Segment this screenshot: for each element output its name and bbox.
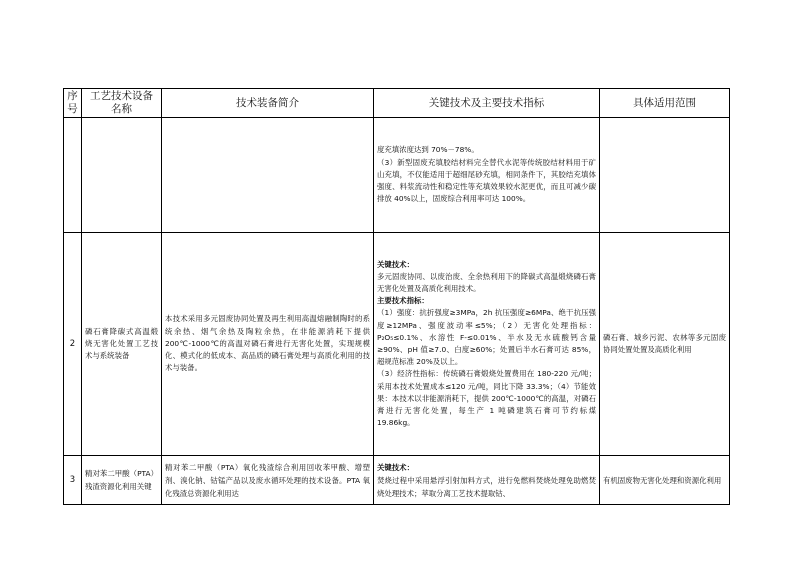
- row2-name: 磷石膏降碳式高温煅烧无害化处置工艺技术与系统装备: [82, 233, 162, 456]
- row1-key-line: 度充填浓度达到 70%－78%。: [377, 145, 479, 155]
- key-tech-text: 焚烧过程中采用悬浮引射加料方式，进行免燃料焚烧处理免助燃焚烧处理技术；萃取分离工艺技术提取钴、: [377, 475, 596, 498]
- row2-intro: 本技术采用多元固废协同处置及再生利用高温熔融制陶时的系统余热、烟气余热及陶粒余热，在非能源消耗下提供 200℃-1000℃的高温对磷石膏进行无害化处置，实现规模化、模式化的低成本、高品质的磷石膏处理与高质化利用的技术与装备。: [162, 233, 374, 456]
- key-indicator-title: 主要技术指标：: [377, 296, 429, 306]
- row1-intro: [162, 118, 374, 233]
- header-intro: 技术装备简介: [162, 89, 374, 118]
- key-indicator-text: （3）经济性指标：传统磷石膏煅烧处置费用在 180-220 元/吨；采用本技术处置成本≤120 元/吨，同比下降 33.3%；（4）节能效果：本技术以非能源消耗下，提供 200℃-1000℃的高温，对磷石膏进行无害化处置，每生产 1 吨磷建筑石膏可节约标煤 19.86kg。: [377, 369, 596, 428]
- key-tech-text: 多元固废协同、以废治废、全余热利用下的降碳式高温煅烧磷石膏无害化处置及高质化利用技术。: [377, 271, 596, 293]
- table-row: [64, 456, 730, 505]
- row1-index: [64, 118, 82, 233]
- key-tech-title: 关键技术：: [377, 462, 414, 472]
- table-header-row: [64, 89, 730, 118]
- header-name: 工艺技术设备名称: [82, 89, 162, 118]
- technology-table: [63, 88, 730, 505]
- table-row: [64, 233, 730, 456]
- header-index: 序号: [64, 89, 82, 118]
- header-scope: 具体适用范围: [600, 89, 730, 118]
- row3-scope: 有机固废物无害化处理和资源化利用: [600, 456, 730, 505]
- key-indicator-text: （1）强度：抗折强度≥3MPa，2h 抗压强度≥6MPa、绝干抗压强度≥12MPa、强度波动率≤5%；（2）无害化处理指标：P₂O₅≤0.1%、水溶性 F-≤0.01%、半水及无水硫酸钙含量≥90%、pH 值≥7.0、白度≥60%；处置后半水石膏可达 85%，超规范标准 20%及以上。: [377, 308, 596, 367]
- row2-key: [374, 233, 600, 456]
- row3-index: 3: [64, 456, 82, 505]
- row1-key-line: （3）新型固废充填胶结材料完全替代水泥等传统胶结材料用于矿山充填，不仅能适用于超细尾砂充填，相同条件下，其胶结充填体强度、料浆流动性和稳定性等充填效果较水泥更优，而且可减少碳排放 40%以上，固废综合利用率可达 100%。: [377, 157, 596, 204]
- row3-key: [374, 456, 600, 505]
- key-tech-title: 关键技术：: [377, 259, 414, 269]
- header-key-tech: 关键技术及主要技术指标: [374, 89, 600, 118]
- row3-name: 精对苯二甲酸（PTA）残渣资源化利用关键: [82, 456, 162, 505]
- row3-intro: 精对苯二甲酸（PTA）氧化残渣综合利用回收苯甲酸、增塑剂、溴化钠、钴锰产品以及废水循环处理的技术设备。PTA 氧化残渣总资源化利用达: [162, 456, 374, 505]
- row1-name: [82, 118, 162, 233]
- row2-index: 2: [64, 233, 82, 456]
- row2-scope: 磷石膏、城乡污泥、农林等多元固废协同处置处置及高质化利用: [600, 233, 730, 456]
- table-row: [64, 118, 730, 233]
- row1-scope: [600, 118, 730, 233]
- row1-key: [374, 118, 600, 233]
